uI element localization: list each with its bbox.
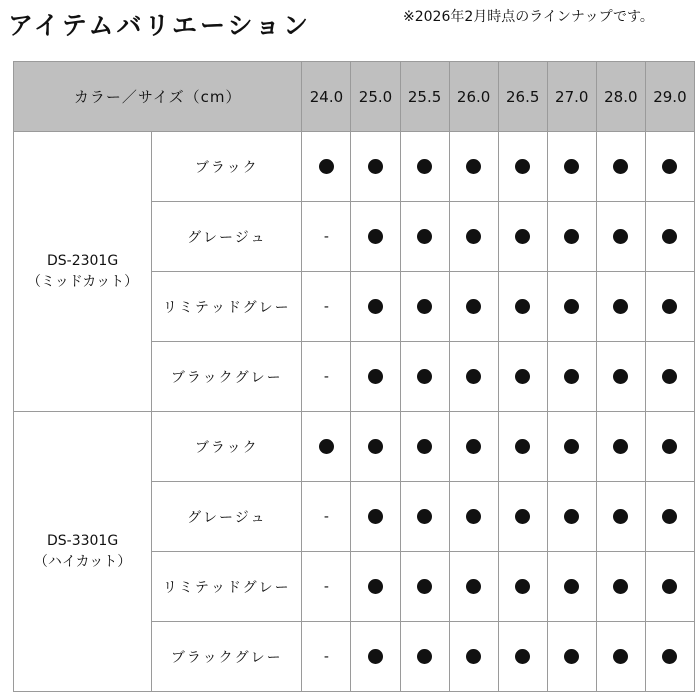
available-cell	[498, 482, 547, 552]
available-dot-icon	[662, 159, 677, 174]
size-header-row	[14, 62, 695, 132]
available-cell	[645, 412, 694, 482]
available-cell	[351, 482, 400, 552]
available-cell	[645, 552, 694, 622]
size-header: 24.0	[302, 62, 351, 132]
available-cell	[351, 622, 400, 692]
available-cell	[498, 202, 547, 272]
available-dot-icon	[368, 299, 383, 314]
unavailable-cell	[302, 202, 351, 272]
color-name: グレージュ	[152, 202, 302, 272]
lineup-note: ※2026年2月時点のラインナップです。	[403, 9, 654, 25]
available-dot-icon	[417, 369, 432, 384]
table-row	[14, 412, 695, 482]
available-cell	[449, 272, 498, 342]
available-dot-icon	[564, 159, 579, 174]
color-name: リミテッドグレー	[152, 552, 302, 622]
available-cell	[498, 552, 547, 622]
available-dot-icon	[662, 649, 677, 664]
available-dot-icon	[368, 439, 383, 454]
model-type: （ハイカット）	[33, 553, 132, 570]
model-type: （ミッドカット）	[27, 273, 139, 290]
available-dot-icon	[368, 579, 383, 594]
available-dot-icon	[515, 579, 530, 594]
unavailable-cell	[302, 272, 351, 342]
available-cell	[645, 202, 694, 272]
available-dot-icon	[564, 439, 579, 454]
available-dot-icon	[466, 229, 481, 244]
available-cell	[351, 342, 400, 412]
available-dot-icon	[368, 509, 383, 524]
available-cell	[498, 272, 547, 342]
available-cell	[302, 132, 351, 202]
size-header: 27.0	[547, 62, 596, 132]
size-header: 26.5	[498, 62, 547, 132]
available-cell	[449, 552, 498, 622]
available-dot-icon	[613, 299, 628, 314]
available-cell	[547, 132, 596, 202]
color-name: ブラック	[152, 412, 302, 482]
model-cell	[14, 412, 152, 692]
available-cell	[351, 412, 400, 482]
available-cell	[645, 622, 694, 692]
available-dot-icon	[613, 579, 628, 594]
model-code: DS-2301G	[46, 252, 119, 269]
available-dot-icon	[564, 649, 579, 664]
available-dot-icon	[319, 439, 334, 454]
available-dot-icon	[368, 159, 383, 174]
available-dot-icon	[613, 369, 628, 384]
available-dot-icon	[368, 369, 383, 384]
variation-body	[14, 132, 695, 692]
available-cell	[547, 272, 596, 342]
available-dot-icon	[662, 369, 677, 384]
available-cell	[596, 552, 645, 622]
available-cell	[400, 272, 449, 342]
available-dot-icon	[613, 229, 628, 244]
size-header: 29.0	[645, 62, 694, 132]
available-dot-icon	[564, 369, 579, 384]
available-cell	[645, 272, 694, 342]
model-code: DS-3301G	[46, 532, 119, 549]
available-dot-icon	[613, 159, 628, 174]
available-dot-icon	[466, 649, 481, 664]
available-dot-icon	[515, 299, 530, 314]
unavailable-cell	[302, 552, 351, 622]
available-cell	[498, 622, 547, 692]
available-dot-icon	[466, 299, 481, 314]
available-dot-icon	[515, 229, 530, 244]
available-cell	[645, 342, 694, 412]
color-name: グレージュ	[152, 482, 302, 552]
available-cell	[400, 622, 449, 692]
available-cell	[596, 272, 645, 342]
available-cell	[596, 622, 645, 692]
available-dot-icon	[466, 159, 481, 174]
available-cell	[400, 412, 449, 482]
available-dot-icon	[515, 509, 530, 524]
available-cell	[498, 412, 547, 482]
available-dot-icon	[564, 299, 579, 314]
unavailable-dash: -	[323, 648, 329, 665]
size-header: 25.5	[400, 62, 449, 132]
available-cell	[449, 132, 498, 202]
available-dot-icon	[613, 649, 628, 664]
available-dot-icon	[564, 579, 579, 594]
available-cell	[645, 482, 694, 552]
available-dot-icon	[515, 439, 530, 454]
available-cell	[351, 552, 400, 622]
unavailable-dash: -	[323, 508, 329, 525]
available-dot-icon	[564, 229, 579, 244]
available-cell	[449, 622, 498, 692]
available-dot-icon	[417, 509, 432, 524]
available-dot-icon	[319, 159, 334, 174]
unavailable-cell	[302, 622, 351, 692]
unavailable-cell	[302, 342, 351, 412]
available-dot-icon	[417, 439, 432, 454]
available-cell	[547, 482, 596, 552]
available-cell	[400, 202, 449, 272]
available-dot-icon	[662, 509, 677, 524]
available-dot-icon	[613, 509, 628, 524]
available-cell	[449, 342, 498, 412]
available-dot-icon	[417, 159, 432, 174]
available-dot-icon	[466, 439, 481, 454]
size-header: 28.0	[596, 62, 645, 132]
available-dot-icon	[662, 299, 677, 314]
available-cell	[547, 412, 596, 482]
unavailable-dash: -	[323, 298, 329, 315]
available-dot-icon	[564, 509, 579, 524]
available-cell	[498, 132, 547, 202]
color-name: ブラックグレー	[152, 622, 302, 692]
available-dot-icon	[368, 229, 383, 244]
available-dot-icon	[417, 579, 432, 594]
color-name: ブラックグレー	[152, 342, 302, 412]
unavailable-dash: -	[323, 578, 329, 595]
available-cell	[596, 202, 645, 272]
available-cell	[547, 342, 596, 412]
available-dot-icon	[662, 579, 677, 594]
available-cell	[351, 272, 400, 342]
size-header: 26.0	[449, 62, 498, 132]
available-cell	[596, 412, 645, 482]
table-row	[14, 132, 695, 202]
available-cell	[400, 342, 449, 412]
available-cell	[449, 202, 498, 272]
model-cell	[14, 132, 152, 412]
available-cell	[449, 482, 498, 552]
available-dot-icon	[417, 229, 432, 244]
color-name: リミテッドグレー	[152, 272, 302, 342]
unavailable-cell	[302, 482, 351, 552]
available-dot-icon	[417, 649, 432, 664]
color-name: ブラック	[152, 132, 302, 202]
available-dot-icon	[515, 649, 530, 664]
available-dot-icon	[466, 579, 481, 594]
available-dot-icon	[466, 509, 481, 524]
available-cell	[400, 552, 449, 622]
available-cell	[351, 202, 400, 272]
available-cell	[498, 342, 547, 412]
available-cell	[302, 412, 351, 482]
available-dot-icon	[466, 369, 481, 384]
page-title: アイテムバリエーション	[8, 11, 312, 40]
available-cell	[547, 552, 596, 622]
available-cell	[596, 342, 645, 412]
available-dot-icon	[662, 439, 677, 454]
available-dot-icon	[662, 229, 677, 244]
color-size-header: カラー／サイズ（cm）	[14, 62, 302, 132]
unavailable-dash: -	[323, 228, 329, 245]
available-cell	[400, 482, 449, 552]
unavailable-dash: -	[323, 368, 329, 385]
available-dot-icon	[515, 369, 530, 384]
available-cell	[645, 132, 694, 202]
available-cell	[351, 132, 400, 202]
size-header: 25.0	[351, 62, 400, 132]
available-dot-icon	[515, 159, 530, 174]
available-dot-icon	[613, 439, 628, 454]
available-cell	[400, 132, 449, 202]
available-cell	[596, 132, 645, 202]
available-cell	[596, 482, 645, 552]
available-dot-icon	[417, 299, 432, 314]
variation-table	[13, 61, 695, 692]
available-cell	[449, 412, 498, 482]
available-dot-icon	[368, 649, 383, 664]
available-cell	[547, 622, 596, 692]
available-cell	[547, 202, 596, 272]
